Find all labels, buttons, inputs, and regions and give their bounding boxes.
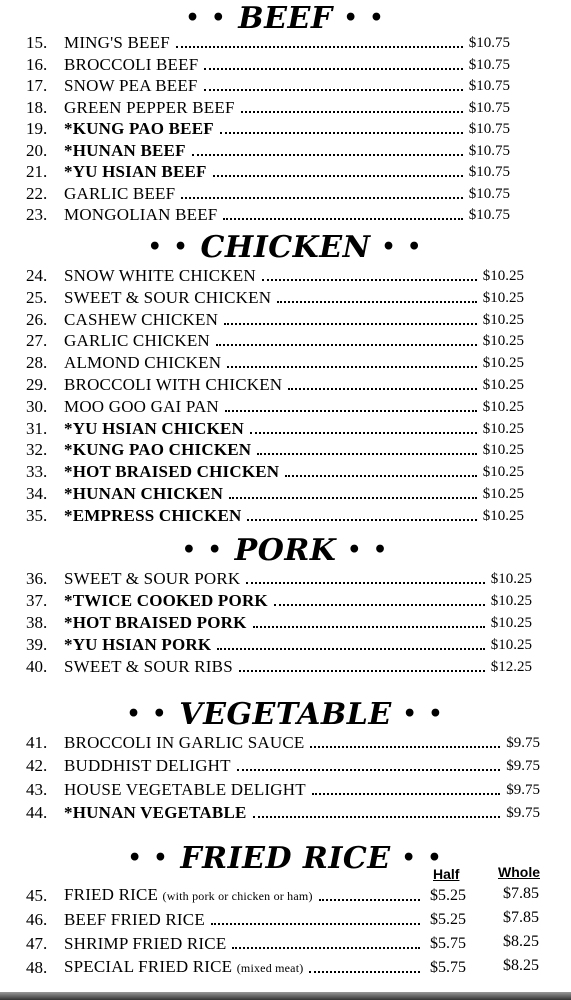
item-name: *HUNAN VEGETABLE bbox=[64, 802, 247, 822]
menu-item bbox=[26, 778, 540, 800]
bullet-dots: • • bbox=[347, 537, 390, 563]
section-title-vegetable bbox=[0, 697, 571, 732]
menu-item bbox=[26, 53, 510, 75]
dot-leader bbox=[211, 923, 420, 925]
item-price: $9.75 bbox=[506, 781, 540, 798]
section-title-text: BEEF bbox=[238, 1, 333, 36]
item-price: $10.75 bbox=[468, 164, 510, 180]
menu-item bbox=[26, 932, 426, 954]
menu-item bbox=[26, 731, 540, 753]
item-name: SNOW WHITE CHICKEN bbox=[64, 266, 256, 285]
menu-item bbox=[26, 117, 510, 139]
item-number: 33. bbox=[26, 462, 48, 482]
section-title-text: VEGETABLE bbox=[179, 697, 392, 732]
item-number: 45. bbox=[26, 886, 48, 905]
bullet-dots: • • bbox=[126, 701, 169, 727]
bullet-dots: • • bbox=[147, 234, 190, 260]
item-number: 27. bbox=[26, 331, 48, 351]
section-title-text: CHICKEN bbox=[200, 230, 371, 265]
dot-leader bbox=[277, 301, 477, 303]
item-price: $10.75 bbox=[468, 78, 510, 94]
item-name: *HUNAN CHICKEN bbox=[64, 484, 224, 503]
menu-item bbox=[26, 139, 510, 161]
item-price-whole: $7.85 bbox=[503, 885, 539, 902]
dot-leader bbox=[239, 670, 485, 672]
dot-leader bbox=[247, 519, 476, 521]
menu-item bbox=[26, 801, 540, 823]
item-name-text: SHRIMP FRIED RICE bbox=[64, 934, 227, 953]
dot-leader bbox=[246, 582, 484, 584]
dot-leader bbox=[285, 475, 476, 477]
item-price: $10.25 bbox=[482, 442, 524, 459]
menu-item bbox=[26, 308, 524, 330]
section-title-pork bbox=[0, 533, 571, 568]
item-number: 19. bbox=[26, 119, 48, 138]
item-price-whole: $8.25 bbox=[503, 933, 539, 950]
dot-leader bbox=[224, 323, 477, 325]
menu-item bbox=[26, 351, 524, 373]
menu-item bbox=[26, 329, 524, 351]
item-name: *KUNG PAO BEEF bbox=[64, 119, 214, 138]
item-price: $10.75 bbox=[468, 185, 510, 202]
dot-leader bbox=[237, 769, 501, 771]
item-name bbox=[64, 957, 303, 978]
item-name: GARLIC BEEF bbox=[64, 183, 176, 203]
item-price: $10.25 bbox=[490, 615, 532, 631]
item-note: (with pork or chicken or ham) bbox=[162, 889, 313, 903]
dot-leader bbox=[223, 218, 462, 220]
menu-item bbox=[26, 286, 524, 308]
item-name: MONGOLIAN BEEF bbox=[64, 205, 218, 224]
item-name: *HUNAN BEEF bbox=[64, 140, 186, 160]
item-number: 34. bbox=[26, 484, 48, 503]
bullet-dots: • • bbox=[402, 701, 445, 727]
item-name: *KUNG PAO CHICKEN bbox=[64, 440, 252, 460]
item-number: 24. bbox=[26, 266, 48, 285]
dot-leader bbox=[312, 793, 500, 795]
menu-item bbox=[26, 504, 524, 526]
menu-item bbox=[26, 633, 532, 655]
menu-item bbox=[26, 908, 426, 930]
dot-leader bbox=[310, 746, 500, 748]
item-name: *TWICE COOKED PORK bbox=[64, 591, 268, 610]
section-title-text: PORK bbox=[234, 533, 337, 568]
dot-leader bbox=[181, 197, 462, 199]
item-price: $10.75 bbox=[468, 35, 510, 51]
item-price: $9.75 bbox=[506, 804, 540, 821]
item-number: 46. bbox=[26, 910, 48, 929]
bullet-dots: • • bbox=[185, 5, 228, 31]
menu-item bbox=[26, 74, 510, 96]
item-name: ALMOND CHICKEN bbox=[64, 353, 222, 373]
item-price: $10.25 bbox=[482, 333, 524, 350]
item-price: $10.75 bbox=[468, 121, 510, 137]
item-price-whole: $8.25 bbox=[503, 957, 539, 974]
item-price: $10.75 bbox=[468, 142, 510, 159]
dot-leader bbox=[216, 344, 477, 346]
dot-leader bbox=[309, 971, 420, 973]
item-name: MING'S BEEF bbox=[64, 33, 170, 52]
item-name-text: FRIED RICE bbox=[64, 885, 159, 904]
item-number: 17. bbox=[26, 76, 48, 95]
item-number: 23. bbox=[26, 205, 48, 224]
menu-item bbox=[26, 373, 524, 395]
dot-leader bbox=[274, 604, 485, 606]
item-price: $9.75 bbox=[506, 735, 540, 751]
item-name: *YU HSIAN BEEF bbox=[64, 162, 207, 181]
item-price: $9.75 bbox=[506, 758, 540, 775]
item-number: 39. bbox=[26, 635, 48, 654]
item-name: SNOW PEA BEEF bbox=[64, 76, 198, 95]
item-price: $10.25 bbox=[482, 268, 524, 284]
item-name: *HOT BRAISED PORK bbox=[64, 613, 247, 632]
dot-leader bbox=[319, 899, 420, 901]
item-name: BROCCOLI WITH CHICKEN bbox=[64, 375, 283, 394]
item-name bbox=[64, 910, 205, 930]
item-price: $10.75 bbox=[468, 99, 510, 116]
item-number: 43. bbox=[26, 779, 48, 799]
item-name: SWEET & SOUR PORK bbox=[64, 569, 241, 588]
menu-item bbox=[26, 182, 510, 204]
item-number: 44. bbox=[26, 802, 48, 822]
item-price: $10.25 bbox=[490, 571, 532, 587]
section-title-chicken bbox=[0, 230, 571, 265]
item-number: 36. bbox=[26, 569, 48, 588]
item-price: $10.25 bbox=[482, 464, 524, 481]
column-header-whole: Whole bbox=[498, 864, 540, 880]
item-price: $10.75 bbox=[468, 56, 510, 73]
menu-item bbox=[26, 754, 540, 776]
bullet-dots: • • bbox=[181, 537, 224, 563]
item-number: 41. bbox=[26, 733, 48, 752]
item-number: 22. bbox=[26, 183, 48, 203]
item-name: SWEET & SOUR CHICKEN bbox=[64, 287, 272, 307]
menu-item bbox=[26, 96, 510, 118]
dot-leader bbox=[253, 626, 485, 628]
item-price: $10.25 bbox=[490, 637, 532, 653]
item-name: BROCCOLI BEEF bbox=[64, 54, 199, 74]
item-price: $10.25 bbox=[482, 377, 524, 393]
item-name: BROCCOLI IN GARLIC SAUCE bbox=[64, 733, 305, 752]
dot-leader bbox=[225, 410, 477, 412]
section-title-text: FRIED RICE bbox=[180, 841, 391, 876]
item-name: SWEET & SOUR RIBS bbox=[64, 657, 233, 676]
item-number: 29. bbox=[26, 375, 48, 394]
menu-item bbox=[26, 31, 510, 53]
item-name: MOO GOO GAI PAN bbox=[64, 396, 219, 416]
menu-item bbox=[26, 956, 426, 978]
menu-item bbox=[26, 884, 426, 906]
item-price-half: $5.25 bbox=[430, 911, 466, 928]
item-name-text: SPECIAL FRIED RICE bbox=[64, 957, 233, 976]
item-price-half: $5.75 bbox=[430, 959, 466, 976]
item-price: $10.25 bbox=[482, 355, 524, 372]
item-price-whole: $7.85 bbox=[503, 909, 539, 926]
item-number: 16. bbox=[26, 54, 48, 74]
item-price: $12.25 bbox=[490, 659, 532, 675]
menu-item bbox=[26, 395, 524, 417]
item-price: $10.25 bbox=[482, 398, 524, 415]
item-name: BUDDHIST DELIGHT bbox=[64, 756, 231, 776]
item-number: 48. bbox=[26, 958, 48, 977]
item-price-half: $5.75 bbox=[430, 935, 466, 952]
item-name: *EMPRESS CHICKEN bbox=[64, 505, 242, 525]
item-name: HOUSE VEGETABLE DELIGHT bbox=[64, 779, 306, 799]
dot-leader bbox=[257, 453, 476, 455]
item-number: 40. bbox=[26, 657, 48, 676]
dot-leader bbox=[288, 388, 476, 390]
item-number: 42. bbox=[26, 756, 48, 776]
dot-leader bbox=[176, 46, 463, 48]
item-number: 28. bbox=[26, 353, 48, 373]
item-price: $10.25 bbox=[482, 289, 524, 306]
item-note: (mixed meat) bbox=[236, 961, 304, 975]
bullet-dots: • • bbox=[381, 234, 424, 260]
dot-leader bbox=[217, 648, 484, 650]
item-price: $10.25 bbox=[482, 507, 524, 524]
item-number: 20. bbox=[26, 140, 48, 160]
dot-leader bbox=[213, 175, 463, 177]
bullet-dots: • • bbox=[127, 845, 170, 871]
item-name: CASHEW CHICKEN bbox=[64, 309, 219, 329]
item-name bbox=[64, 885, 313, 906]
dot-leader bbox=[232, 947, 420, 949]
dot-leader bbox=[250, 432, 477, 434]
menu-item bbox=[26, 460, 524, 482]
menu-item bbox=[26, 438, 524, 460]
menu-item bbox=[26, 203, 510, 225]
item-name: *YU HSIAN CHICKEN bbox=[64, 418, 245, 438]
dot-leader bbox=[227, 366, 477, 368]
item-number: 21. bbox=[26, 162, 48, 181]
item-number: 47. bbox=[26, 934, 48, 953]
item-number: 18. bbox=[26, 97, 48, 117]
dot-leader bbox=[220, 132, 463, 134]
item-number: 38. bbox=[26, 613, 48, 632]
menu-item bbox=[26, 589, 532, 611]
item-name bbox=[64, 934, 226, 954]
item-price: $10.25 bbox=[482, 486, 524, 502]
item-price: $10.25 bbox=[490, 593, 532, 609]
section-title-fried-rice bbox=[0, 841, 571, 876]
menu-item bbox=[26, 655, 532, 677]
item-price: $10.25 bbox=[482, 311, 524, 328]
dot-leader bbox=[192, 154, 463, 156]
bullet-dots: • • bbox=[343, 5, 386, 31]
item-number: 32. bbox=[26, 440, 48, 460]
item-name-text: BEEF FRIED RICE bbox=[64, 910, 205, 929]
item-number: 37. bbox=[26, 591, 48, 610]
item-name: *YU HSIAN PORK bbox=[64, 635, 212, 654]
item-number: 25. bbox=[26, 287, 48, 307]
menu-item bbox=[26, 611, 532, 633]
item-number: 15. bbox=[26, 33, 48, 52]
item-number: 26. bbox=[26, 309, 48, 329]
column-header-half: Half bbox=[433, 866, 460, 882]
dot-leader bbox=[204, 89, 463, 91]
item-number: 31. bbox=[26, 418, 48, 438]
menu-item bbox=[26, 417, 524, 439]
dot-leader bbox=[253, 816, 501, 818]
item-price: $10.25 bbox=[482, 420, 524, 437]
scan-edge bbox=[0, 992, 571, 1000]
dot-leader bbox=[262, 279, 477, 281]
menu-item bbox=[26, 160, 510, 182]
item-price: $10.75 bbox=[468, 207, 510, 223]
item-name: GARLIC CHICKEN bbox=[64, 331, 210, 351]
dot-leader bbox=[241, 111, 463, 113]
bullet-dots: • • bbox=[401, 845, 444, 871]
item-number: 35. bbox=[26, 505, 48, 525]
item-number: 30. bbox=[26, 396, 48, 416]
menu-item bbox=[26, 482, 524, 504]
dot-leader bbox=[229, 497, 477, 499]
menu-item bbox=[26, 264, 524, 286]
item-price-half: $5.25 bbox=[430, 887, 466, 904]
menu-item bbox=[26, 567, 532, 589]
item-name: GREEN PEPPER BEEF bbox=[64, 97, 235, 117]
item-name: *HOT BRAISED CHICKEN bbox=[64, 462, 280, 482]
dot-leader bbox=[204, 68, 462, 70]
